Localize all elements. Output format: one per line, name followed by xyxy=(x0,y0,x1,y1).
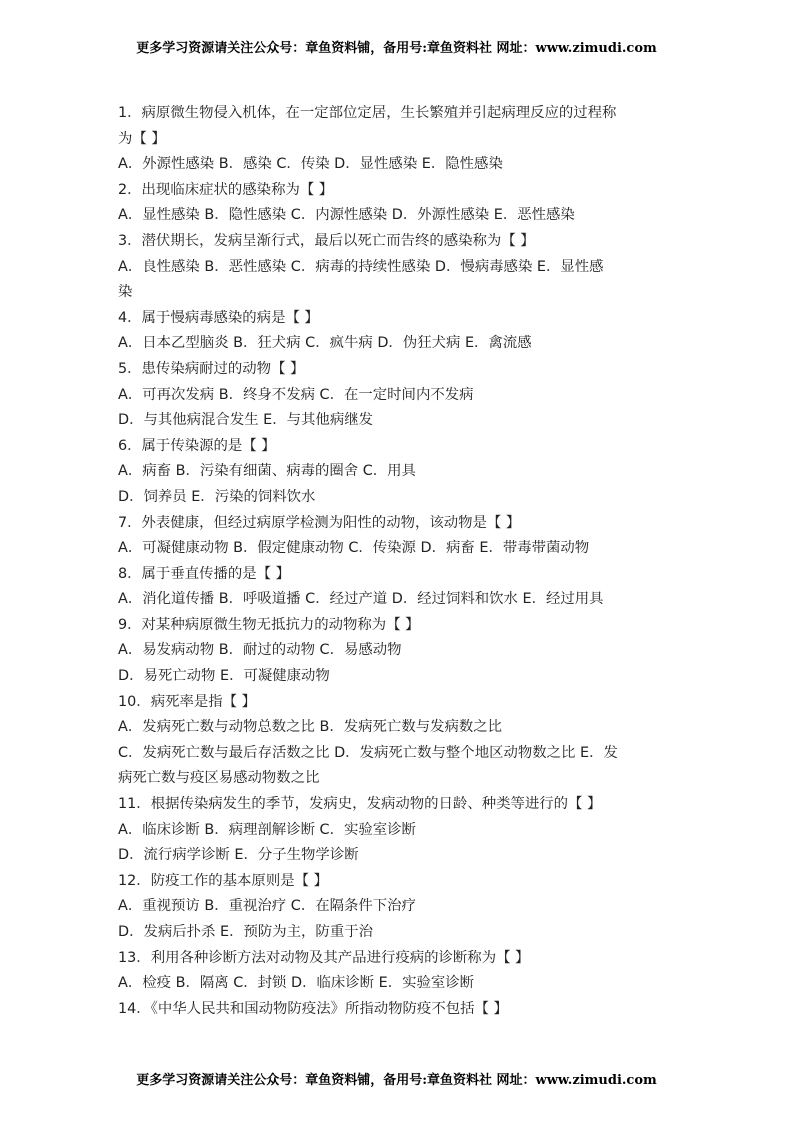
page-header: 更多学习资源请关注公众号：章鱼资料铺，备用号:章鱼资料社 网址：www.zimudi.com xyxy=(136,41,657,56)
text-line: A．日本乙型脑炎 B．狂犬病 C．疯牛病 D．伪狂犬病 E．禽流感 xyxy=(118,335,532,352)
text-line: 5．患传染病耐过的动物【 】 xyxy=(118,360,305,377)
text-line: A．可凝健康动物 B．假定健康动物 C．传染源 D．病畜 E．带毒带菌动物 xyxy=(118,540,590,557)
text-line: A．检疫 B．隔离 C．封锁 D．临床诊断 E．实验室诊断 xyxy=(118,975,475,992)
text-line: A．发病死亡数与动物总数之比 B．发病死亡数与发病数之比 xyxy=(118,719,503,736)
text-line: A．良性感染 B．恶性感染 C．病毒的持续性感染 D．慢病毒感染 E．显性感 xyxy=(118,258,604,275)
text-line: 2．出现临床症状的感染称为【 】 xyxy=(118,181,334,198)
text-line: 11．根据传染病发生的季节，发病史，发病动物的日龄、种类等进行的【 】 xyxy=(118,796,602,813)
text-line: 4．属于慢病毒感染的病是【 】 xyxy=(118,309,319,326)
text-line: D．易死亡动物 E．可凝健康动物 xyxy=(118,668,330,685)
text-line: 7．外表健康，但经过病原学检测为阳性的动物，该动物是【 】 xyxy=(118,514,521,531)
text-line: 8．属于垂直传播的是【 】 xyxy=(118,565,291,582)
text-line: A．消化道传播 B．呼吸道播 C．经过产道 D．经过饲料和饮水 E．经过用具 xyxy=(118,591,604,608)
text-line: 12．防疫工作的基本原则是【 】 xyxy=(118,872,328,889)
page-footer: 更多学习资源请关注公众号：章鱼资料铺，备用号:章鱼资料社 网址：www.zimudi.com xyxy=(136,1073,657,1088)
text-line: 为【 】 xyxy=(118,130,166,147)
text-line: A．外源性感染 B．感染 C．传染 D．显性感染 E．隐性感染 xyxy=(118,156,503,173)
text-line: 13．利用各种诊断方法对动物及其产品进行疫病的诊断称为【 】 xyxy=(118,949,530,966)
text-line: 1．病原微生物侵入机体，在一定部位定居，生长繁殖并引起病理反应的过程称 xyxy=(118,105,617,121)
text-line: A．易发病动物 B．耐过的动物 C．易感动物 xyxy=(118,642,402,659)
text-line: A．临床诊断 B．病理剖解诊断 C．实验室诊断 xyxy=(118,821,416,838)
text-line: 9．对某种病原微生物无抵抗力的动物称为【 】 xyxy=(118,616,420,633)
question-list xyxy=(118,101,678,1022)
text-line: 染 xyxy=(118,284,133,301)
text-line: 6．属于传染源的是【 】 xyxy=(118,437,276,454)
text-line: D．饲养员 E．污染的饲料饮水 xyxy=(118,488,316,505)
text-line: D．流行病学诊断 E．分子生物学诊断 xyxy=(118,847,359,864)
text-line: D．发病后扑杀 E．预防为主，防重于治 xyxy=(118,924,373,940)
text-line: A．病畜 B．污染有细菌、病毒的圈舍 C．用具 xyxy=(118,463,416,480)
text-line: 10．病死率是指【 】 xyxy=(118,693,257,710)
text-line: 14．《中华人民共和国动物防疫法》所指动物防疫不包括【 】 xyxy=(118,1000,508,1017)
text-line: A．可再次发病 B．终身不发病 C．在一定时间内不发病 xyxy=(118,386,474,403)
text-line: 病死亡数与疫区易感动物数之比 xyxy=(118,770,320,787)
text-line: 3．潜伏期长，发病呈渐行式，最后以死亡而告终的感染称为【 】 xyxy=(118,232,535,249)
text-line: C．发病死亡数与最后存活数之比 D．发病死亡数与整个地区动物数之比 E．发 xyxy=(118,744,618,761)
text-line: D．与其他病混合发生 E．与其他病继发 xyxy=(118,412,373,429)
text-line: A．重视预访 B．重视治疗 C．在隔条件下治疗 xyxy=(118,898,416,915)
text-line: A．显性感染 B．隐性感染 C．内源性感染 D．外源性感染 E．恶性感染 xyxy=(118,207,575,224)
